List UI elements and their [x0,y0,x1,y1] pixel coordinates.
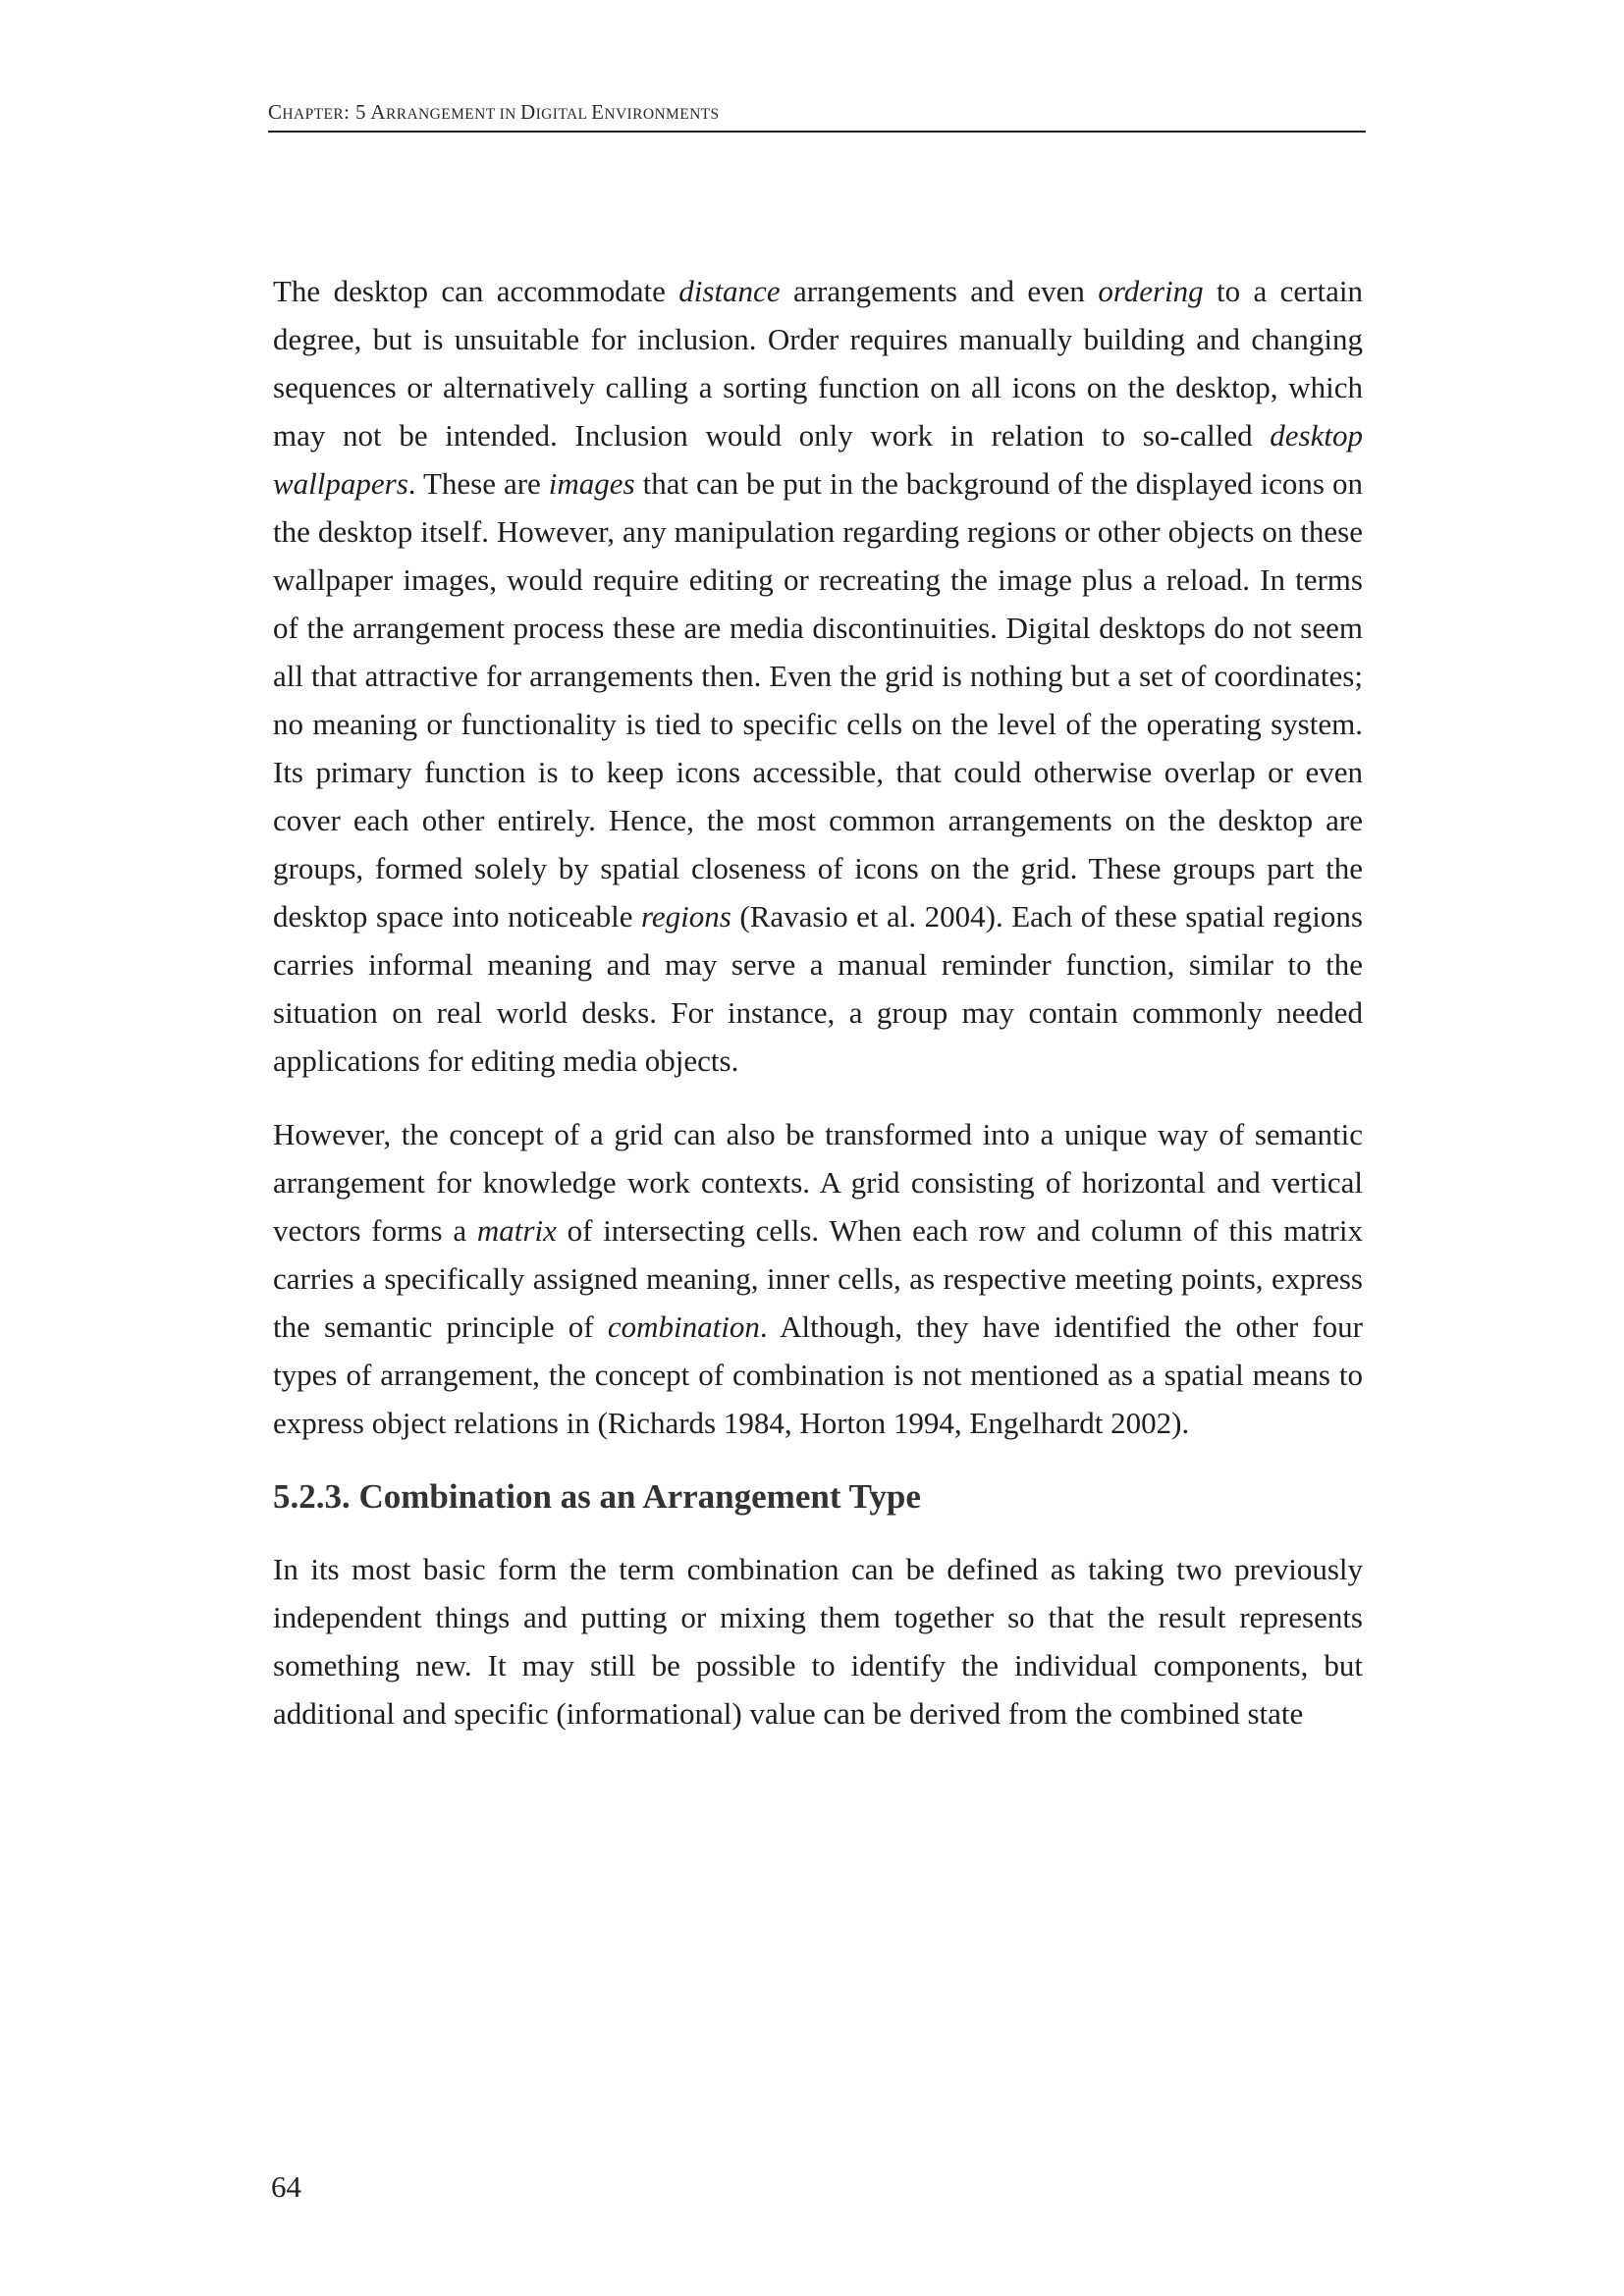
page-number: 64 [271,2169,301,2204]
running-header: CHAPTER: 5 ARRANGEMENT IN DIGITAL ENVIRONMENTS [268,100,1366,133]
section-heading: 5.2.3. Combination as an Arrangement Type [273,1477,921,1516]
body-text [273,267,1363,1763]
paragraph-desktop: The desktop can accommodate distance arrangements and even ordering to a certain degree, but is unsuitable for inclusion. Order requires manually building and changing sequences or alternatively calling a sorting function on all icons on the desktop, which may not be intended. Inclusion would only work in relation to so-called desktop wallpapers. These are images that can be put in the background of the displayed icons on the desktop itself. However, any manipulation regarding regions or other objects on these wallpaper images, would require editing or recreating the image plus a reload. In terms of the arrangement process these are media discontinuities. Digital desktops do not seem all that attractive for arrangements then. Even the grid is nothing but a set of coordinates; no meaning or functionality is tied to specific cells on the level of the operating system. Its primary function is to keep icons accessible, that could otherwise overlap or even cover each other entirely. Hence, the most common arrangements on the desktop are groups, formed solely by spatial closeness of icons on the grid. These groups part the desktop space into noticeable regions (Ravasio et al. 2004). Each of these spatial regions carries informal meaning and may serve a manual reminder function, similar to the situation on real world desks. For instance, a group may contain commonly needed applications for editing media objects. [273,274,1363,1078]
paragraph-grid: However, the concept of a grid can also be transformed into a unique way of semantic arrangement for knowledge work contexts. A grid consisting of horizontal and vertical vectors forms a matrix of intersecting cells. When each row and column of this matrix carries a specifically assigned meaning, inner cells, as respective meeting points, express the semantic principle of combination. Although, they have identified the other four types of arrangement, the concept of combination is not mentioned as a spatial means to express object relations in (Richards 1984, Horton 1994, Engelhardt 2002). [273,1117,1363,1440]
paragraph-combination: In its most basic form the term combination can be defined as taking two previously independent things and putting or mixing them together so that the result represents something new. It may still be possible to identify the individual components, but additional and specific (informational) value can be derived from the combined state [273,1552,1363,1731]
